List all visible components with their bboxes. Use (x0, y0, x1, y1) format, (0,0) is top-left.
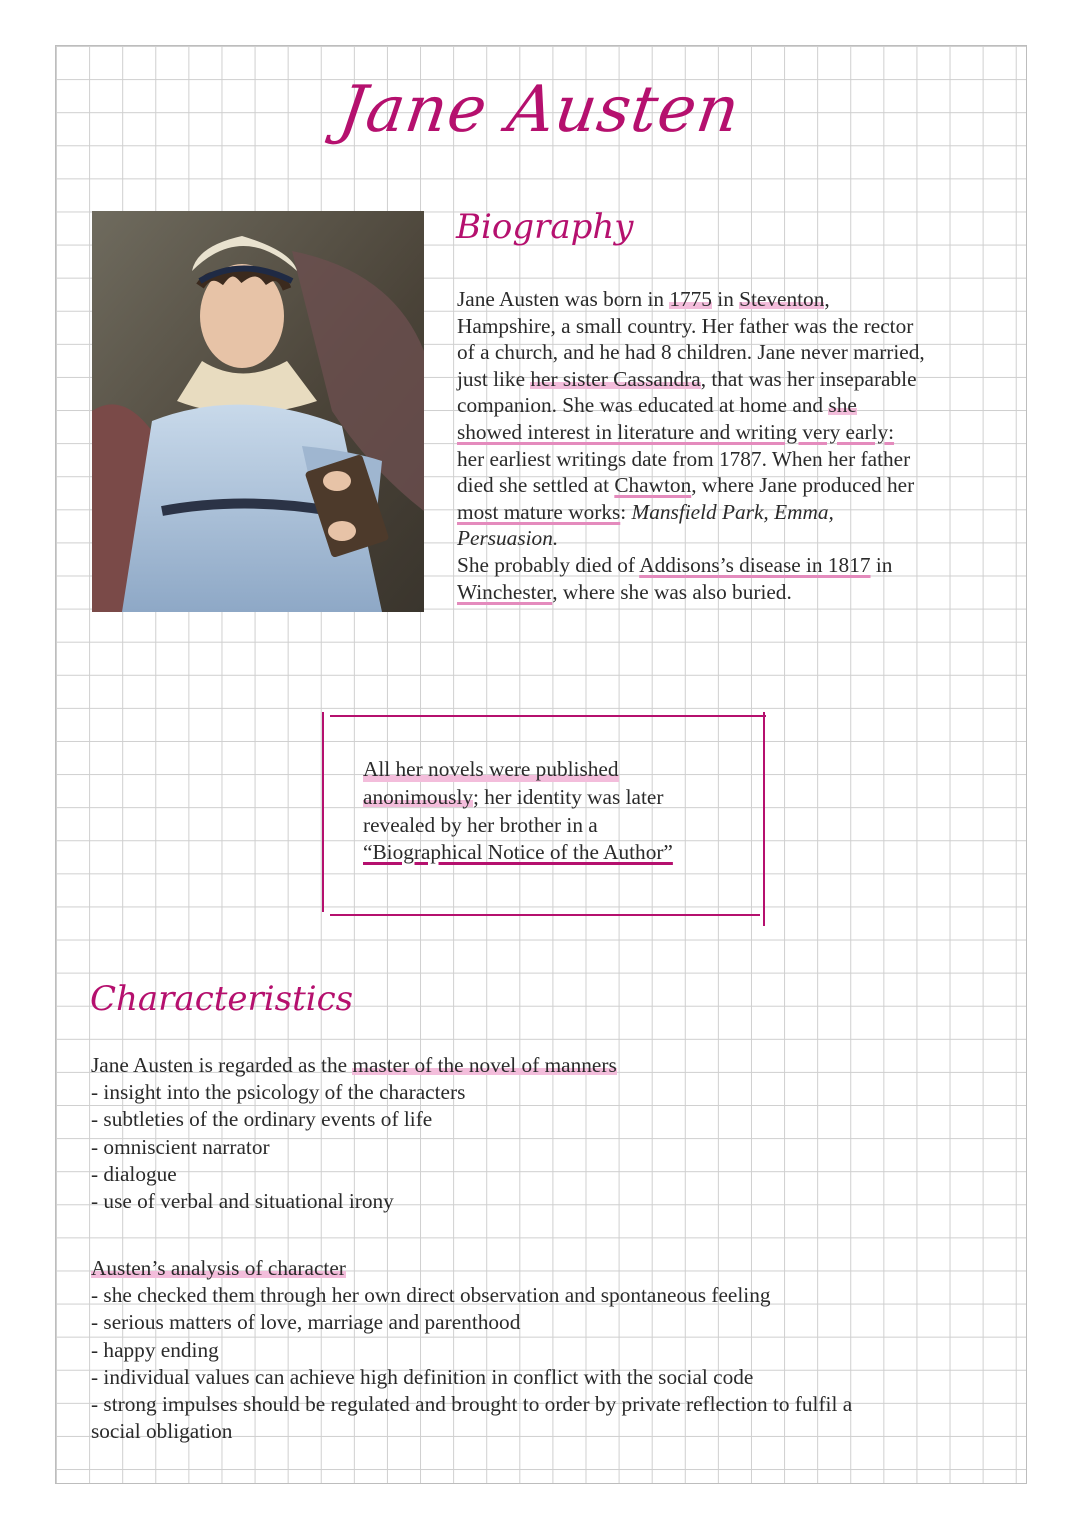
list-item: - omniscient narrator (91, 1134, 270, 1159)
list-item: - strong impulses should be regulated and brought to order by private reflection to fulfil a (91, 1392, 853, 1417)
analysis-heading: Austen’s analysis of character (91, 1256, 346, 1280)
list-item: - insight into the psicology of the characters (91, 1080, 466, 1105)
list-item: - use of verbal and situational irony (91, 1189, 394, 1214)
analysis-list (91, 1255, 1011, 1445)
portrait-image (92, 211, 424, 612)
list-item: - serious matters of love, marriage and parenthood (91, 1310, 521, 1335)
biography-text: Jane Austen was born in 1775 in Steventon, Hampshire, a small country. Her father was the rector of a church, and he had 8 children. Jane never married, just like her sister Cassandra, that was her inseparable companion. She was educated at home and she showed interest in literature and writing very early: her earliest writings date from 1787. When her father died she settled at Chawton, where Jane produced her most mature works: Mansfield Park, Emma, Persuasion. She probably died of Addisons’s disease in 1817 in Winchester, where she was also buried. (457, 287, 925, 604)
list-item: social obligation (91, 1419, 233, 1444)
list-item: - happy ending (91, 1337, 219, 1362)
list-item: - she checked them through her own direct observation and spontaneous feeling (91, 1283, 771, 1308)
characteristics-heading: Characteristics (90, 979, 354, 1019)
list-item: - individual values can achieve high definition in conflict with the social code (91, 1364, 754, 1389)
biography-heading: Biography (456, 207, 634, 247)
list-item: - dialogue (91, 1161, 177, 1186)
list-item: - subtleties of the ordinary events of life (91, 1107, 433, 1132)
characteristics-list: Jane Austen is regarded as the master of the novel of manners - insight into the psicology of the characters - subtleties of the ordinary events of life - omniscient narrator - dialogue - use of verbal and situational irony (91, 1052, 1011, 1215)
notice-text: All her novels were published anonimously; her identity was later revealed by her brother in a “Biographical Notice of the Author” (363, 757, 673, 865)
page-title: Jane Austen (334, 73, 745, 147)
